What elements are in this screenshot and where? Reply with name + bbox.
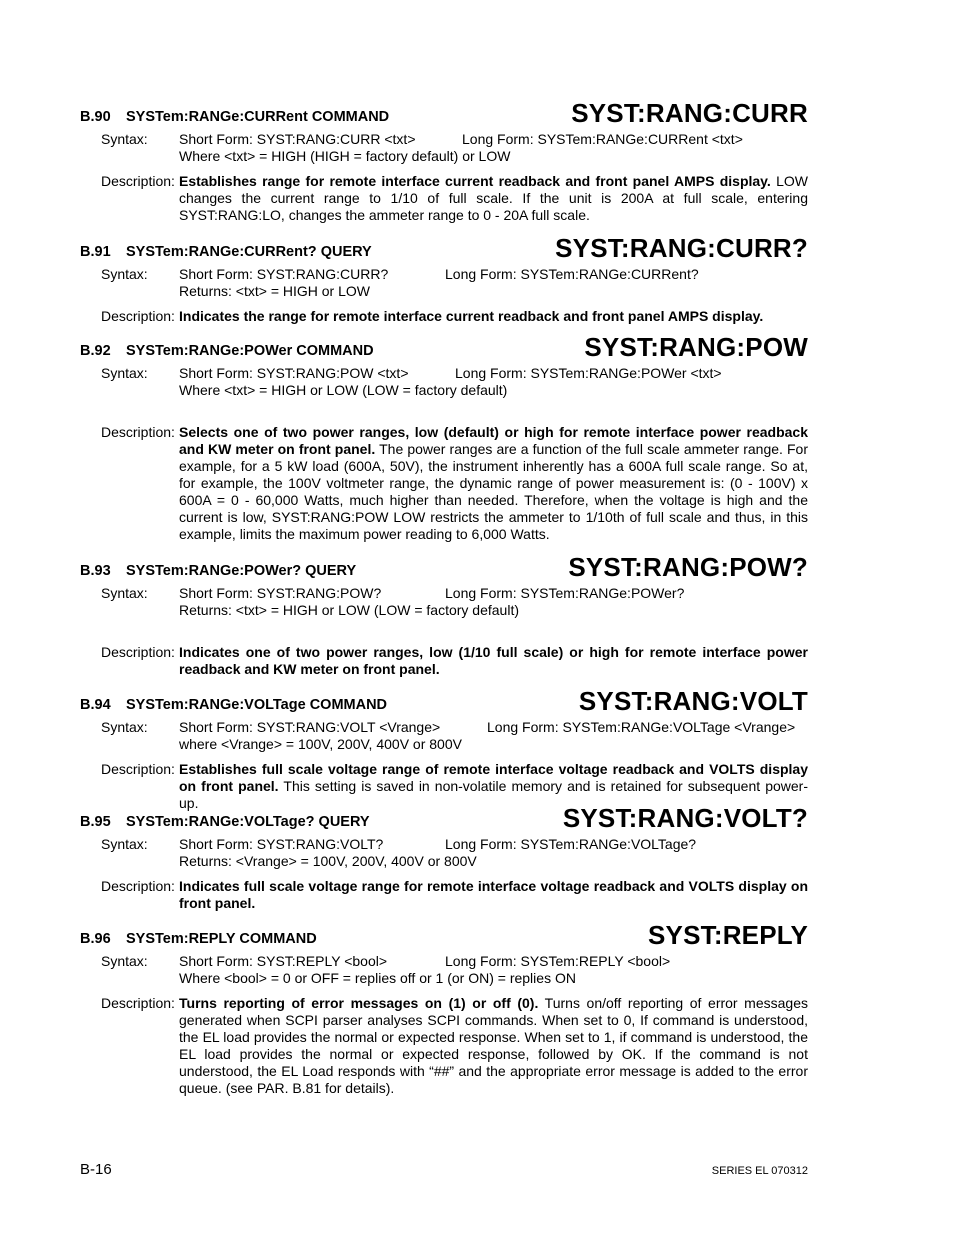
section-header: [80, 96, 808, 126]
section-b95: [80, 801, 808, 912]
description-bold: Indicates full scale voltage range for remote interface voltage readback and VOLTS display on front panel.: [179, 878, 808, 911]
section-title: B.92 SYSTem:RANGe:POWer COMMAND: [80, 343, 374, 359]
syntax-detail: Where <txt> = HIGH (HIGH = factory default) or LOW: [179, 148, 511, 164]
long-form: Long Form: SYSTem:RANGe:VOLTage?: [445, 836, 697, 852]
description-label: Description:: [101, 761, 175, 777]
syntax-label: Syntax:: [101, 585, 148, 601]
long-form: Long Form: SYSTem:RANGe:VOLTage <Vrange>: [487, 719, 796, 735]
section-title: B.93 SYSTem:RANGe:POWer? QUERY: [80, 563, 357, 579]
description-label: Description:: [101, 308, 175, 324]
long-form: Long Form: SYSTem:RANGe:CURRent <txt>: [462, 131, 743, 147]
description-bold: Indicates one of two power ranges, low (1/10 full scale) or high for remote interface power readback and KW meter on front panel.: [179, 644, 808, 677]
long-form: Long Form: SYSTem:RANGe:POWer <txt>: [455, 365, 722, 381]
section-b94: [80, 684, 808, 812]
syntax-detail: Returns: <txt> = HIGH or LOW: [179, 283, 371, 299]
description-text: LOW changes the current range to 1/10 of full scale. If the unit is 200A at full scale, entering SYST:RANG:LO, changes the ammeter range to 0 - 20A full scale.: [179, 173, 809, 223]
description-block: [80, 878, 808, 912]
syntax-block: [80, 719, 808, 753]
syntax-label: Syntax:: [101, 719, 148, 735]
description-bold: Establishes full scale voltage range of remote interface voltage readback and VOLTS display on front panel.: [179, 761, 808, 794]
syntax-block: [80, 266, 808, 300]
short-form: Short Form: SYST:RANG:POW?: [179, 585, 382, 601]
syntax-block: [80, 365, 808, 399]
section-header: [80, 918, 808, 948]
description-label: Description:: [101, 424, 175, 440]
command-mnemonic: SYST:RANG:CURR?: [555, 233, 808, 263]
description-bold: Turns reporting of error messages on (1) or off (0).: [179, 995, 539, 1011]
section-b91: [80, 231, 808, 325]
syntax-label: Syntax:: [101, 266, 148, 282]
page-number: B-16: [80, 1161, 112, 1178]
description-block: [80, 308, 808, 325]
series-footer: SERIES EL 070312: [711, 1165, 808, 1177]
description-block: [80, 424, 808, 543]
section-header: [80, 684, 808, 714]
command-mnemonic: SYST:RANG:POW: [584, 332, 808, 362]
long-form: Long Form: SYSTem:RANGe:POWer?: [445, 585, 685, 601]
long-form: Long Form: SYSTem:RANGe:CURRent?: [445, 266, 699, 282]
short-form: Short Form: SYST:RANG:VOLT?: [179, 836, 384, 852]
section-b96: [80, 918, 808, 1097]
section-title: B.95 SYSTem:RANGe:VOLTage? QUERY: [80, 814, 370, 830]
syntax-label: Syntax:: [101, 131, 148, 147]
short-form: Short Form: SYST:RANG:CURR <txt>: [179, 131, 416, 147]
command-mnemonic: SYST:RANG:CURR: [571, 98, 808, 128]
section-title: B.96 SYSTem:REPLY COMMAND: [80, 931, 317, 947]
syntax-detail: Returns: <txt> = HIGH or LOW (LOW = factory default): [179, 602, 519, 618]
syntax-block: [80, 953, 808, 987]
description-block: [80, 644, 808, 678]
description-label: Description:: [101, 173, 175, 189]
short-form: Short Form: SYST:RANG:POW <txt>: [179, 365, 409, 381]
command-mnemonic: SYST:RANG:POW?: [568, 552, 808, 582]
syntax-label: Syntax:: [101, 953, 148, 969]
syntax-block: [80, 836, 808, 870]
section-b93: [80, 550, 808, 678]
syntax-detail: Where <bool> = 0 or OFF = replies off or 1 (or ON) = replies ON: [179, 970, 576, 986]
syntax-detail: where <Vrange> = 100V, 200V, 400V or 800V: [179, 736, 462, 752]
description-bold: Indicates the range for remote interface current readback and front panel AMPS display.: [179, 308, 764, 324]
description-label: Description:: [101, 995, 175, 1011]
section-b90: [80, 96, 808, 224]
short-form: Short Form: SYST:RANG:CURR?: [179, 266, 389, 282]
description-bold: Selects one of two power ranges, low (default) or high for remote interface power readback and KW meter on front panel.: [179, 424, 808, 457]
section-title: B.91 SYSTem:RANGe:CURRent? QUERY: [80, 244, 372, 260]
section-title: B.94 SYSTem:RANGe:VOLTage COMMAND: [80, 697, 388, 713]
description-label: Description:: [101, 644, 175, 660]
section-b92: [80, 330, 808, 543]
command-mnemonic: SYST:RANG:VOLT?: [562, 803, 808, 833]
syntax-label: Syntax:: [101, 365, 148, 381]
syntax-block: [80, 131, 808, 165]
long-form: Long Form: SYSTem:REPLY <bool>: [445, 953, 671, 969]
section-header: [80, 801, 808, 831]
section-header: [80, 330, 808, 360]
description-text: The power ranges are a function of the full scale ammeter range. For example, for a 5 kW load (600A, 50V), the instrument inherently has a 600A full scale range. So at, for example, the 100V voltmeter range, the dynamic range of power measurement is: (0 - 100V) x 600A = 0 - 60,000 Watts, much higher than needed. Therefore, when the voltage is high and the current is low, SYST:RANG:POW LOW restricts the ammeter to 1/10th of full scale and thus, in this example, limits the maximum power reading to 6,000 Watts.: [179, 441, 809, 542]
section-header: [80, 550, 808, 580]
description-text: This setting is saved in non-volatile memory and is retained for subsequent power-up.: [179, 778, 808, 811]
command-mnemonic: SYST:REPLY: [648, 920, 808, 950]
description-label: Description:: [101, 878, 175, 894]
short-form: Short Form: SYST:RANG:VOLT <Vrange>: [179, 719, 441, 735]
syntax-detail: Returns: <Vrange> = 100V, 200V, 400V or 800V: [179, 853, 477, 869]
section-header: [80, 231, 808, 261]
section-title: B.90 SYSTem:RANGe:CURRent COMMAND: [80, 109, 390, 125]
command-mnemonic: SYST:RANG:VOLT: [578, 686, 808, 716]
description-bold: Establishes range for remote interface current readback and front panel AMPS display.: [179, 173, 771, 189]
description-text: Turns on/off reporting of error messages generated when SCPI parser analyses SCPI commands. When set to 0, If command is understood, the EL load provides the normal or expected response. When set to 1, if command is understood, the EL load provides the normal or expected response, followed by OK. If the command is not understood, the EL Load responds with “##” and the appropriate error message is added to the error queue. (see PAR. B.81 for details).: [179, 995, 808, 1096]
description-block: [80, 995, 808, 1097]
description-block: [80, 173, 808, 224]
syntax-label: Syntax:: [101, 836, 148, 852]
syntax-detail: Where <txt> = HIGH or LOW (LOW = factory default): [179, 382, 508, 398]
short-form: Short Form: SYST:REPLY <bool>: [179, 953, 388, 969]
syntax-block: [80, 585, 808, 619]
